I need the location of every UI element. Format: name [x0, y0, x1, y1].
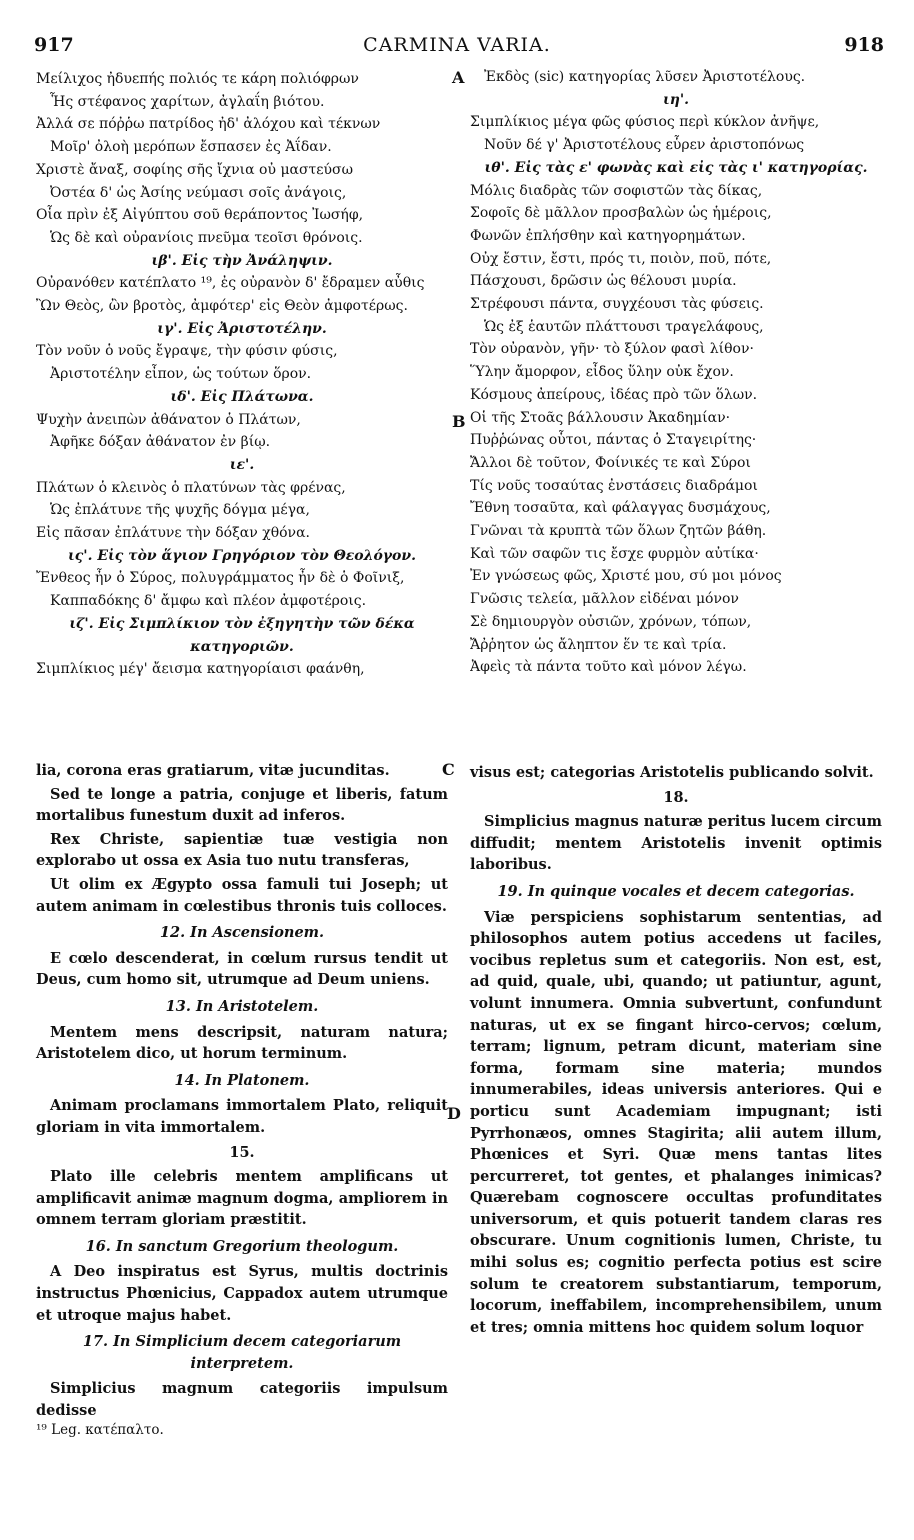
- greek-verse-line: Ἀριστοτέλην εἶπον, ὡς τούτων ὅρον.: [50, 366, 312, 383]
- margin-marker-d: D: [447, 1104, 461, 1123]
- latin-translation-right-column: [470, 762, 882, 1340]
- greek-verse-heading: ιδ'. Εἰς Πλάτωνα.: [170, 388, 314, 405]
- page-header: [0, 34, 914, 58]
- greek-text-left-column: [36, 68, 448, 681]
- latin-paragraph-line: Animam proclamans immortalem Plato, reliquit gloriam in vita immortalem.: [36, 1097, 448, 1136]
- greek-verse-heading: ιγ'. Εἰς Ἀριστοτέλην.: [157, 320, 327, 337]
- greek-verse-line: Σιμπλίκιος μέγ' ἄεισμα κατηγορίαισι φαάνθη,: [36, 661, 365, 678]
- latin-paragraph-heading: 12. In Ascensionem.: [159, 924, 325, 942]
- latin-paragraph-line: visus est; categorias Aristotelis publicando solvit.: [470, 764, 874, 781]
- greek-verse-heading: ιη'.: [662, 91, 690, 108]
- greek-verse-line: Στρέφουσι πάντα, συγχέουσι τὰς φύσεις.: [470, 296, 764, 313]
- greek-verse-line: Ἀλλά σε πόῤῥω πατρίδος ἠδ' ἀλόχου καὶ τέκνων: [36, 116, 381, 133]
- greek-verse-line: Σὲ δημιουργὸν οὐσιῶν, χρόνων, τόπων,: [470, 613, 752, 630]
- greek-verse-line: Ἀφεὶς τὰ πάντα τοῦτο καὶ μόνον λέγω.: [470, 659, 747, 676]
- latin-paragraph-line: Viæ perspiciens sophistarum sententias, ad philosophos autem potius accedens ut faciles, vocibus repletus sum et categoriis. Non est, est, ad quid, quale, ubi, quando; ut patiuntur, agunt, volunt innumera. Omnia subvertunt, confundunt naturas, ut ex se fingant hirco-cervos; cœlum, terram; lignum, petram dicunt, materiam sine forma, formam sine materia; mundos innumerabiles, ideas universis anteriores. Qui e porticu sunt Academiam impugnant; isti Pyrrhonæos, omnes Stagirita; alii autem illum, Phœnices et Syri. Quæ mens tantas lites percurreret, tot gentes, et phalanges inimicas? Quærebam cognoscere occultas profunditates universorum, et quis potuerit tandem claras res obscurare. Unum cognitionis lumen, Christe, tu mihi solus es; cognitio perfecta potius est scire solum te creatorem substantiarum, temporum, locorum, ineffabilem, incomprehensibilem, unum et tres; omnia mittens hoc quidem solum loquor: [470, 908, 882, 1336]
- greek-verse-line: Ἄῤῥητον ὡς ἄληπτον ἕν τε καὶ τρία.: [470, 636, 727, 653]
- greek-verse-line: Τίς νοῦς τοσαύτας ἐνστάσεις διαδράμοι: [470, 477, 758, 494]
- greek-verse-line: Μοῖρ' ὀλοὴ μερόπων ἔσπασεν ἐς Ἀΐδαν.: [50, 139, 332, 156]
- greek-verse-line: Χριστὲ ἄναξ, σοφίης σῆς ἴχνια οὐ μαστεύσω: [36, 161, 354, 178]
- margin-marker-a: A: [452, 68, 465, 87]
- greek-verse-line: Εἰς πᾶσαν ἐπλάτυνε τὴν δόξαν χθόνα.: [36, 525, 310, 542]
- latin-paragraph-line: A Deo inspiratus est Syrus, multis doctrinis instructus Phœnicius, Cappadox autem utrumque et utroque majus habet.: [36, 1263, 448, 1324]
- latin-paragraph-heading: 16. In sanctum Gregorium theologum.: [85, 1237, 399, 1255]
- greek-verse-line: Οὐρανόθεν κατέπλατο ¹⁹, ἐς οὐρανὸν δ' ἔδραμεν αὖθις: [36, 275, 425, 292]
- greek-verse-line: Ἐκδὸς (sic) κατηγορίας λῦσεν Ἀριστοτέλους.: [484, 69, 806, 85]
- page-number-right: 918: [844, 34, 884, 56]
- greek-verse-line: Ἧς στέφανος χαρίτων, ἀγλαΐη βιότου.: [50, 93, 325, 110]
- greek-verse-line: Κόσμους ἀπείρους, ἰδέας πρὸ τῶν ὅλων.: [470, 386, 758, 403]
- latin-paragraph-heading: 17. In Simplicium decem categoriarum interpretem.: [82, 1333, 402, 1372]
- latin-paragraph-line: Ut olim ex Ægypto ossa famuli tui Joseph; ut autem animam in cœlestibus thronis tuis colloces.: [36, 875, 448, 915]
- greek-verse-line: Ἔνθεος ἦν ὁ Σύρος, πολυγράμματος ἦν δὲ ὁ Φοῖνιξ,: [36, 570, 405, 587]
- greek-verse-line: Ὡς ἐξ ἑαυτῶν πλάττουσι τραγελάφους,: [484, 318, 764, 335]
- latin-paragraph-heading: 13. In Aristotelem.: [165, 997, 319, 1015]
- greek-verse-line: Καὶ τῶν σαφῶν τις ἔσχε φυρμὸν αὐτίκα·: [470, 545, 759, 562]
- latin-paragraph-heading: 19. In quinque vocales et decem categorias.: [497, 882, 855, 900]
- greek-verse-line: Οὐχ ἔστιν, ἔστι, πρός τι, ποιὸν, ποῦ, πότε,: [470, 250, 772, 267]
- greek-verse-line: Φωνῶν ἐπλήσθην καὶ κατηγορημάτων.: [470, 227, 746, 244]
- greek-verse-heading: ιθ'. Εἰς τὰς ε' φωνὰς καὶ εἰς τὰς ι' κατηγορίας.: [484, 159, 868, 176]
- latin-paragraph-line: Mentem mens descripsit, naturam natura; Aristotelem dico, ut horum terminum.: [36, 1023, 448, 1063]
- greek-verse-line: Πυῤῥώνας οὗτοι, πάντας ὁ Σταγειρίτης·: [470, 432, 757, 449]
- latin-paragraph-line: Rex Christe, sapientiæ tuæ vestigia non explorabo ut ossa ex Asia tuo nutu transferas,: [36, 830, 448, 870]
- greek-verse-line: Σοφοῖς δὲ μᾶλλον προσβαλὼν ὡς ἡμέροις,: [470, 205, 772, 222]
- latin-paragraph-line: E cœlo descenderat, in cœlum rursus tendit ut Deus, cum homo sit, utrumque ad Deum uniens.: [36, 949, 448, 989]
- greek-verse-line: Τὸν οὐρανὸν, γῆν· τὸ ξύλον φασὶ λίθον·: [470, 341, 754, 358]
- margin-marker-b: B: [452, 412, 466, 431]
- greek-verse-heading: κατηγοριῶν.: [190, 638, 294, 655]
- greek-verse-line: Ὢν Θεὸς, ὢν βροτὸς, ἀμφότερ' εἰς Θεὸν ἀμφοτέρως.: [36, 298, 408, 315]
- greek-verse-heading: ις'. Εἰς τὸν ἅγιον Γρηγόριον τὸν Θεολόγον.: [68, 547, 416, 564]
- latin-translation-left-column: [36, 760, 448, 1424]
- latin-paragraph-heading: 14. In Platonem.: [174, 1071, 310, 1089]
- greek-verse-line: Οἷα πρὶν ἐξ Αἰγύπτου σοῦ θεράποντος Ἰωσήφ,: [36, 207, 364, 224]
- margin-marker-c: C: [442, 760, 455, 779]
- latin-paragraph-heading: 18.: [663, 788, 689, 806]
- greek-verse-line: Πλάτων ὁ κλεινὸς ὁ πλατύνων τὰς φρένας,: [36, 479, 346, 496]
- latin-paragraph-line: Sed te longe a patria, conjuge et liberis, fatum mortalibus funestum duxit ad inferos.: [36, 785, 448, 825]
- greek-text-right-column: [470, 66, 882, 679]
- running-title: CARMINA VARIA.: [363, 34, 551, 56]
- latin-paragraph-line: Plato ille celebris mentem amplificans ut amplificavit animæ magnum dogma, ampliorem in omnem terram gloriam præstitit.: [36, 1168, 448, 1229]
- latin-paragraph-heading: 15.: [229, 1143, 255, 1161]
- greek-verse-heading: ιε'.: [229, 456, 255, 473]
- greek-verse-line: Καππαδόκης δ' ἄμφω καὶ πλέον ἀμφοτέροις.: [50, 593, 367, 610]
- page-number-left: 917: [34, 34, 74, 56]
- greek-verse-line: Οἱ τῆς Στοᾶς βάλλουσιν Ἀκαδημίαν·: [470, 409, 731, 426]
- greek-verse-line: Ὕλην ἄμορφον, εἶδος ὕλην οὐκ ἔχον.: [470, 364, 734, 381]
- greek-verse-line: Νοῦν δέ γ' Ἀριστοτέλους εὗρεν ἀριστοπόνως: [484, 137, 805, 154]
- latin-paragraph-line: Simplicius magnus naturæ peritus lucem circum diffudit; mentem Aristotelis invenit optimis laboribus.: [470, 813, 882, 874]
- greek-verse-line: Ὡς ἐπλάτυνε τῆς ψυχῆς δόγμα μέγα,: [50, 502, 310, 519]
- greek-verse-line: Μείλιχος ἠδυεπής πολιός τε κάρη πολιόφρων: [36, 71, 359, 87]
- greek-verse-line: Ὀστέα δ' ὡς Ἀσίης νεύμασι σοῖς ἀνάγοις,: [50, 184, 347, 201]
- greek-verse-line: Γνῶναι τὰ κρυπτὰ τῶν ὅλων ζητῶν βάθη.: [470, 523, 767, 540]
- greek-verse-line: Σιμπλίκιος μέγα φῶς φύσιος περὶ κύκλον ἀνῆψε,: [470, 114, 820, 131]
- latin-paragraph-line: Simplicius magnum categoriis impulsum dedisse: [36, 1380, 448, 1420]
- greek-verse-line: Πάσχουσι, δρῶσιν ὡς θέλουσι μυρία.: [470, 273, 737, 290]
- greek-verse-line: Ἀφῆκε δόξαν ἀθάνατον ἐν βίῳ.: [50, 434, 271, 451]
- greek-verse-heading: ιζ'. Εἰς Σιμπλίκιον τὸν ἐξηγητὴν τῶν δέκα: [69, 615, 415, 632]
- greek-verse-line: Μόλις διαδρὰς τῶν σοφιστῶν τὰς δίκας,: [470, 182, 763, 199]
- greek-verse-line: Γνῶσις τελεία, μᾶλλον εἰδέναι μόνον: [470, 591, 739, 608]
- greek-verse-heading: ιβ'. Εἰς τὴν Ἀνάληψιν.: [151, 252, 333, 269]
- greek-verse-line: Ὡς δὲ καὶ οὐρανίοις πνεῦμα τεοῖσι θρόνοις.: [50, 229, 363, 246]
- greek-verse-line: Τὸν νοῦν ὁ νοῦς ἔγραψε, τὴν φύσιν φύσις,: [36, 343, 338, 360]
- greek-verse-line: Ἔθνη τοσαῦτα, καὶ φάλαγγας δυσμάχους,: [470, 500, 771, 517]
- footnote: ¹⁹ Leg. κατέπαλτο.: [36, 1422, 164, 1438]
- greek-verse-line: Ἄλλοι δὲ τοῦτον, Φοίνικές τε καὶ Σύροι: [470, 454, 751, 471]
- greek-verse-line: Ἐν γνώσεως φῶς, Χριστέ μου, σύ μοι μόνος: [470, 568, 782, 585]
- greek-verse-line: Ψυχὴν ἀνειπὼν ἀθάνατον ὁ Πλάτων,: [36, 411, 301, 428]
- latin-paragraph-line: lia, corona eras gratiarum, vitæ jucunditas.: [36, 762, 390, 779]
